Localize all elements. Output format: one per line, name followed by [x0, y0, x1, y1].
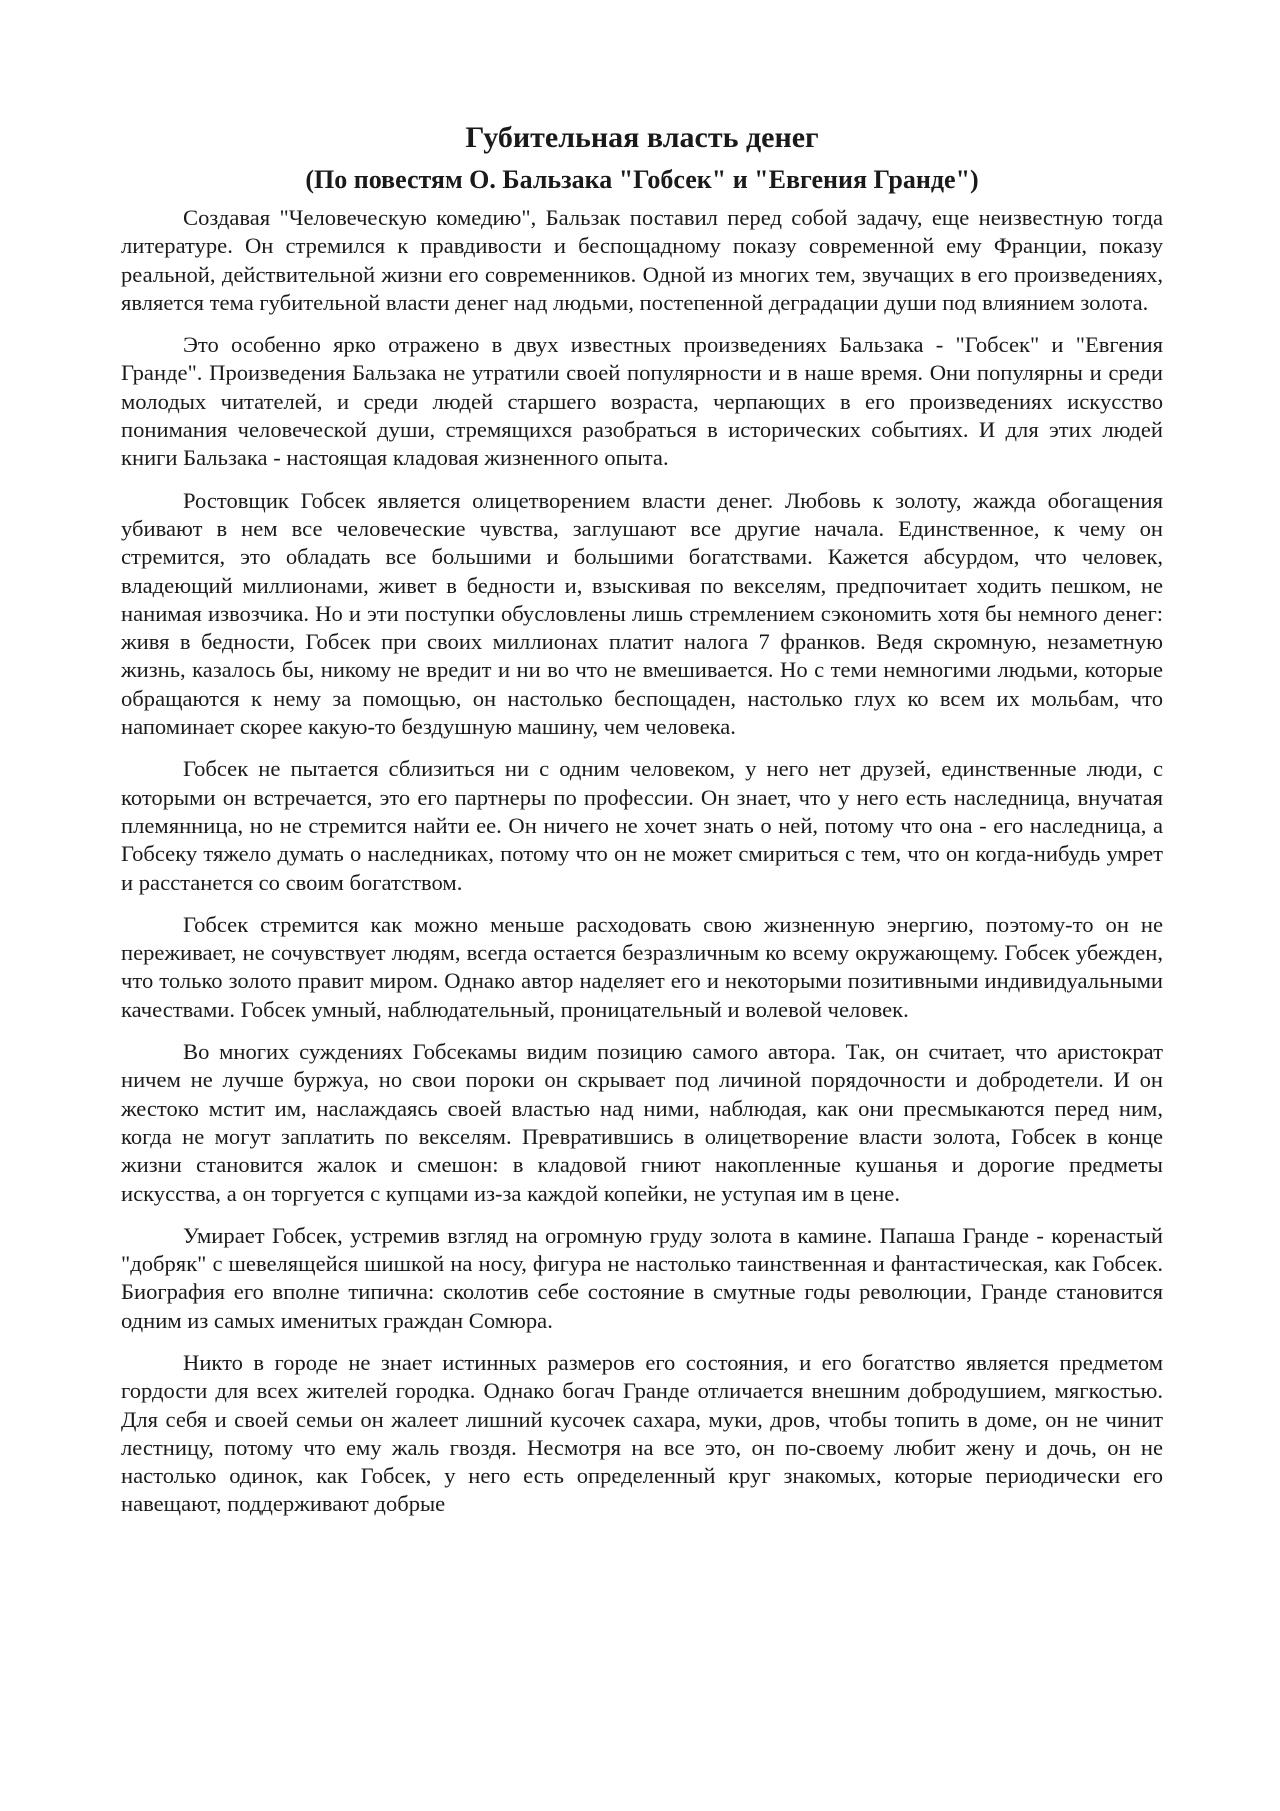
paragraph: Гобсек не пытается сблизиться ни с одним человеком, у него нет друзей, единственные люди, с которыми он встречается, это его партнеры по профессии. Он знает, что у него есть наследница, внучатая племянница, но не стремится найти ее. Он ничего не хочет знать о ней, потому что она - его наследница, а Гобсеку тяжело думать о наследниках, потому что он не может смириться с тем, что он когда-нибудь умрет и расстанется со своим богатством.: [121, 756, 1163, 895]
paragraph: Ростовщик Гобсек является олицетворением власти денег. Любовь к золоту, жажда обогащения убивают в нем все человеческие чувства, заглушают все другие начала. Единственное, к чему он стремится, это обладать все большими и большими богатствами. Кажется абсурдом, что человек, владеющий миллионами, живет в бедности и, взыскивая по векселям, предпочитает ходить пешком, не нанимая извозчика. Но и эти поступки обусловлены лишь стремлением сэкономить хотя бы немного денег: живя в бедности, Гобсек при своих миллионах платит налога 7 франков. Ведя скромную, незаметную жизнь, казалось бы, никому не вредит и ни во что не вмешивается. Но с теми немногими людьми, которые обращаются к нему за помощью, он настолько беспощаден, настолько глух ко всем их мольбам, что напоминает скорее какую-то бездушную машину, чем человека.: [121, 487, 1163, 740]
document-body: [121, 118, 1163, 1533]
paragraph: Во многих суждениях Гобсекамы видим позицию самого автора. Так, он считает, что аристократ ничем не лучше буржуа, но свои пороки он скрывает под личиной порядочности и добродетели. И он жестоко мстит им, наслаждаясь своей властью над ними, наблюдая, как они пресмыкаются перед ним, когда не могут заплатить по векселям. Превратившись в олицетворение власти золота, Гобсек в конце жизни становится жалок и смешон: в кладовой гниют накопленные кушанья и дорогие предметы искусства, а он торгуется с купцами из-за каждой копейки, не уступая им в цене.: [121, 1039, 1163, 1206]
paragraph: Гобсек стремится как можно меньше расходовать свою жизненную энергию, поэтому-то он не переживает, не сочувствует людям, всегда остается безразличным ко всему окружающему. Гобсек убежден, что только золото правит миром. Однако автор наделяет его и некоторыми позитивными индивидуальными качествами. Гобсек умный, наблюдательный, проницательный и волевой человек.: [121, 911, 1163, 1022]
paragraph: Это особенно ярко отражено в двух известных произведениях Бальзака - "Гобсек" и "Евгения Гранде". Произведения Бальзака не утратили своей популярности и в наше время. Они популярны и среди молодых читателей, и среди людей старшего возраста, черпающих в его произведениях искусство понимания человеческой души, стремящихся разобраться в исторических событиях. И для этих людей книги Бальзака - настоящая кладовая жизненного опыта.: [121, 332, 1163, 471]
document-title: Губительная власть денег: [465, 121, 819, 154]
paragraph: Создавая "Человеческую комедию", Бальзак поставил перед собой задачу, еще неизвестную тогда литературе. Он стремился к правдивости и беспощадному показу современной ему Франции, показу реальной, действительной жизни его современников. Одной из многих тем, звучащих в его произведениях, является тема губительной власти денег над людьми, постепенной деградации души под влиянием золота.: [121, 205, 1163, 315]
paragraph: Умирает Гобсек, устремив взгляд на огромную груду золота в камине. Папаша Гранде - коренастый "добряк" с шевелящейся шишкой на носу, фигура не настолько таинственная и фантастическая, как Гобсек. Биография его вполне типична: сколотив себе состояние в смутные годы революции, Гранде становится одним из самых именитых граждан Сомюра.: [121, 1222, 1163, 1333]
paragraph: Никто в городе не знает истинных размеров его состояния, и его богатство является предметом гордости для всех жителей городка. Однако богач Гранде отличается внешним добродушием, мягкостью. Для себя и своей семьи он жалеет лишний кусочек сахара, муки, дров, чтобы топить в доме, он не чинит лестницу, потому что ему жаль гвоздя. Несмотря на все это, он по-своему любит жену и дочь, он не настолько одинок, как Гобсек, у него есть определенный круг знакомых, которые периодически его навещают, поддерживают добрые: [121, 1349, 1163, 1517]
document-subtitle: (По повестям О. Бальзака "Гобсек" и "Евгения Гранде"): [305, 165, 979, 194]
